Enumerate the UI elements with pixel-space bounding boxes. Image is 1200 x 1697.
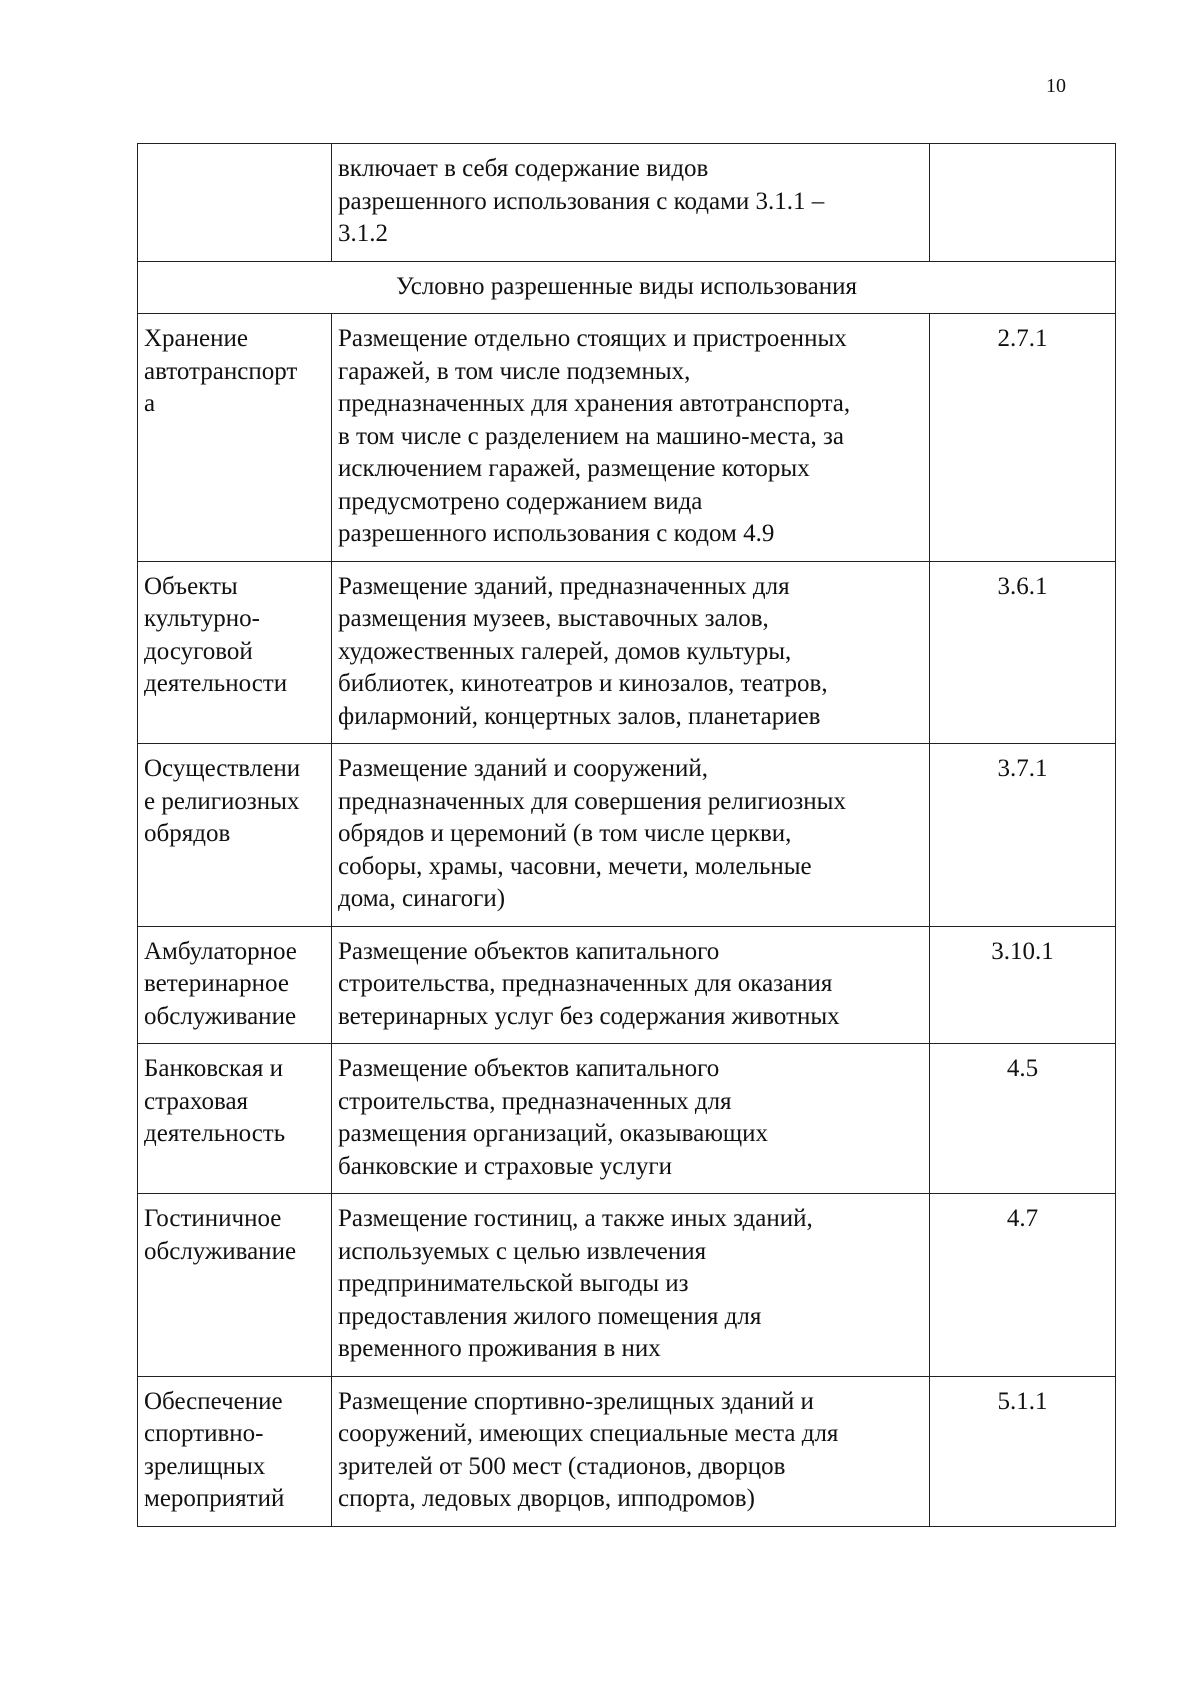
section-header-row (138, 261, 1116, 314)
table-row (138, 561, 1116, 744)
section-header: Условно разрешенные виды использования (138, 261, 1116, 314)
table-row (138, 926, 1116, 1044)
use-name-cell: Осуществлени е религиозных обрядов (138, 744, 332, 927)
page-number: 10 (1046, 75, 1066, 97)
use-code-cell: 2.7.1 (930, 314, 1116, 562)
use-description-cell: Размещение зданий, предназначенных для размещения музеев, выставочных залов, художественных галерей, домов культуры, библиотек, кинотеатров и кинозалов, театров, филармоний, концертных залов, планетариев (332, 561, 930, 744)
use-description-cell: Размещение зданий и сооружений, предназначенных для совершения религиозных обрядов и церемоний (в том числе церкви, соборы, храмы, часовни, мечети, молельные дома, синагоги) (332, 744, 930, 927)
use-description-cell: Размещение спортивно-зрелищных зданий и сооружений, имеющих специальные места для зрителей от 500 мест (стадионов, дворцов спорта, ледовых дворцов, ипподромов) (332, 1376, 930, 1526)
use-code-cell (930, 144, 1116, 262)
land-use-table (137, 143, 1116, 1527)
table-row (138, 314, 1116, 562)
table-row-continuation (138, 144, 1116, 262)
use-name-cell: Банковская и страховая деятельность (138, 1044, 332, 1194)
table-row (138, 1376, 1116, 1526)
use-code-cell: 3.6.1 (930, 561, 1116, 744)
use-name-cell: Объекты культурно- досуговой деятельности (138, 561, 332, 744)
use-description-cell: включает в себя содержание видов разрешенного использования с кодами 3.1.1 – 3.1.2 (332, 144, 930, 262)
use-code-cell: 3.10.1 (930, 926, 1116, 1044)
use-description-cell: Размещение объектов капитального строительства, предназначенных для оказания ветеринарных услуг без содержания животных (332, 926, 930, 1044)
use-name-cell: Амбулаторное ветеринарное обслуживание (138, 926, 332, 1044)
use-code-cell: 4.5 (930, 1044, 1116, 1194)
use-name-cell: Гостиничное обслуживание (138, 1194, 332, 1377)
use-name-cell (138, 144, 332, 262)
use-code-cell: 5.1.1 (930, 1376, 1116, 1526)
use-description-cell: Размещение отдельно стоящих и пристроенных гаражей, в том числе подземных, предназначенных для хранения автотранспорта, в том числе с разделением на машино-места, за исключением гаражей, размещение которых предусмотрено содержанием вида разрешенного использования с кодом 4.9 (332, 314, 930, 562)
table-row (138, 744, 1116, 927)
table-row (138, 1044, 1116, 1194)
use-name-cell: Обеспечение спортивно- зрелищных мероприятий (138, 1376, 332, 1526)
use-code-cell: 4.7 (930, 1194, 1116, 1377)
use-name-cell: Хранение автотранспорт а (138, 314, 332, 562)
use-description-cell: Размещение объектов капитального строительства, предназначенных для размещения организаций, оказывающих банковские и страховые услуги (332, 1044, 930, 1194)
table-row (138, 1194, 1116, 1377)
use-code-cell: 3.7.1 (930, 744, 1116, 927)
use-description-cell: Размещение гостиниц, а также иных зданий, используемых с целью извлечения предпринимательской выгоды из предоставления жилого помещения для временного проживания в них (332, 1194, 930, 1377)
